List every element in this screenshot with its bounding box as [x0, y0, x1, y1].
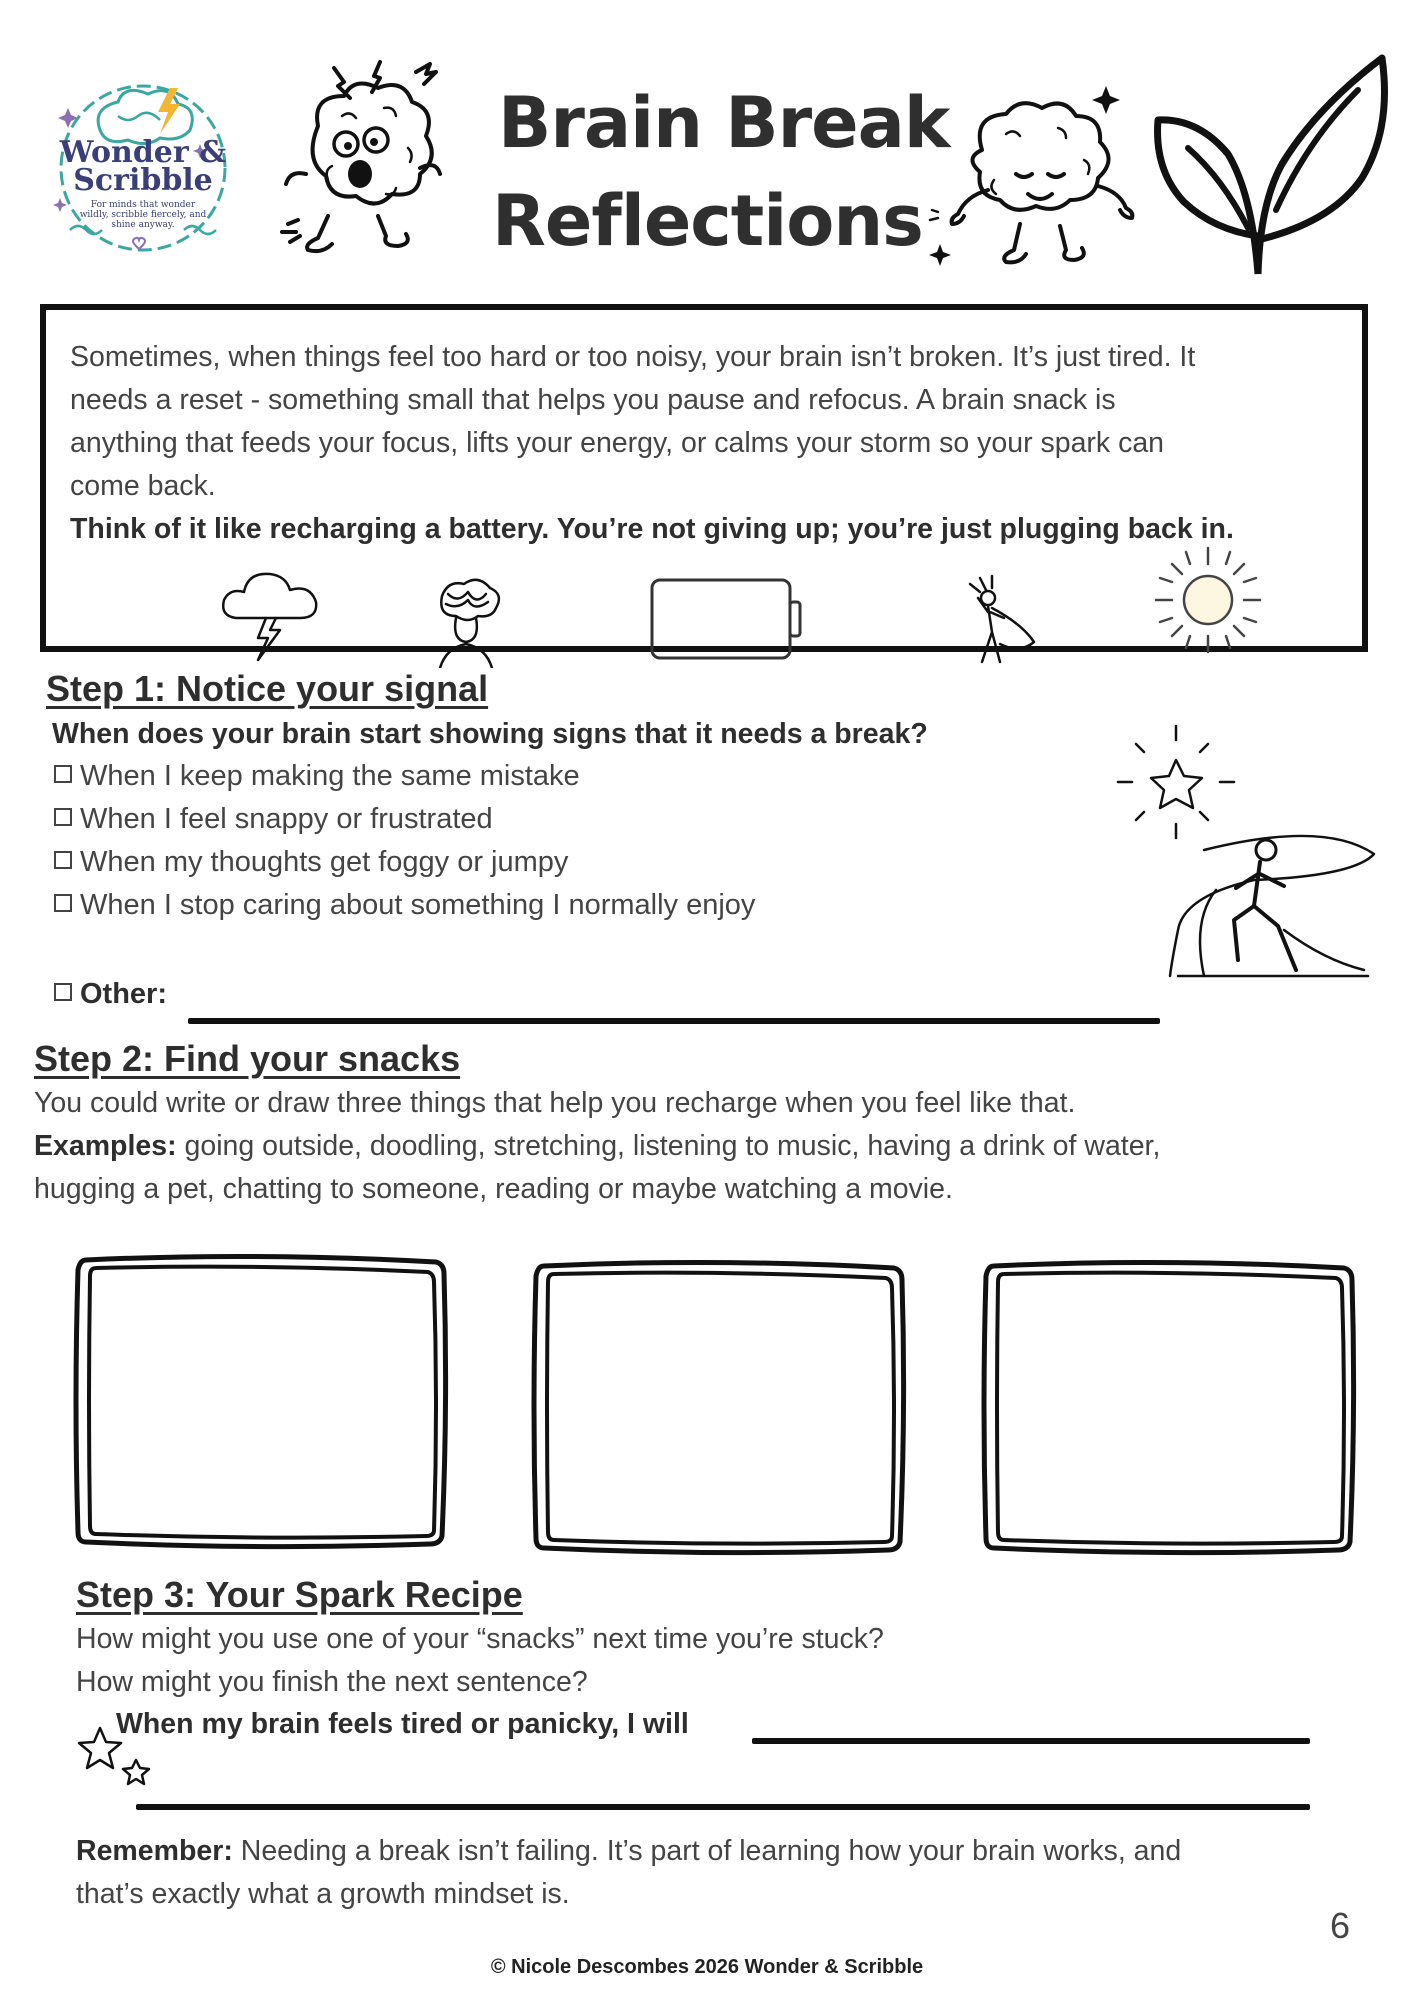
step3-line2: How might you finish the next sentence?: [76, 1666, 588, 1698]
step1-option-3[interactable]: [54, 846, 568, 879]
step1-other-option[interactable]: [54, 978, 167, 1011]
step1-option-4-label: When I stop caring about something I normally enjoy: [80, 889, 756, 921]
checkbox[interactable]: [54, 765, 72, 783]
step1-option-3-label: When my thoughts get foggy or jumpy: [80, 846, 569, 878]
snack-drawing-box-2[interactable]: [530, 1256, 910, 1556]
remember-label: Remember:: [76, 1835, 233, 1867]
intro-line-1: Sometimes, when things feel too hard or too noisy, your brain isn’t broken. It’s just tired. It: [70, 341, 1196, 373]
page-number: 6: [1330, 1905, 1351, 1946]
snack-drawing-box-1[interactable]: [72, 1250, 452, 1550]
hero-figure-icon: [966, 574, 1038, 666]
intro-paragraph: [70, 336, 1350, 551]
remember-line1: [76, 1830, 1181, 1873]
checkbox[interactable]: [54, 894, 72, 912]
step3-answer-line-2[interactable]: [136, 1804, 1310, 1810]
step2-examples-label: Examples:: [34, 1130, 177, 1162]
step1-option-4[interactable]: [54, 889, 755, 922]
intro-bold-line: Think of it like recharging a battery. You’re not giving up; you’re just plugging back in.: [70, 513, 1234, 545]
step1-other-answer-line[interactable]: [188, 1018, 1160, 1024]
sun-icon: [1152, 544, 1264, 656]
checkbox[interactable]: [54, 983, 72, 1001]
step3-prompt: When my brain feels tired or panicky, I will: [116, 1708, 689, 1740]
logo-tagline: For minds that wonder wildly, scribble fiercely, and shine anyway.: [79, 200, 207, 230]
step1-other-label: Other:: [80, 978, 167, 1010]
step3-heading: Step 3: Your Spark Recipe: [76, 1574, 523, 1615]
step1-option-1-label: When I keep making the same mistake: [80, 760, 580, 792]
remember-line2: that’s exactly what a growth mindset is.: [76, 1878, 570, 1910]
checkbox[interactable]: [54, 851, 72, 869]
calm-brain-character-icon: [920, 80, 1144, 272]
tangled-thoughts-head-icon: [426, 576, 506, 668]
step1-option-2-label: When I feel snappy or frustrated: [80, 803, 493, 835]
step2-instruction: You could write or draw three things that help you recharge when you feel like that.: [34, 1087, 1076, 1119]
running-figure-path-icon: [1164, 820, 1386, 980]
stars-doodle-icon: [74, 1724, 158, 1790]
step2-examples-text-a: going outside, doodling, stretching, listening to music, having a drink of water,: [176, 1130, 1161, 1162]
step2-examples-line2: hugging a pet, chatting to someone, reading or maybe watching a movie.: [34, 1173, 953, 1205]
logo-word-scribble: Scribble: [73, 163, 213, 198]
leaf-sprout-icon: [1148, 48, 1390, 280]
step3-answer-line-1[interactable]: [752, 1738, 1310, 1744]
checkbox[interactable]: [54, 808, 72, 826]
step2-examples-line1: [34, 1125, 1160, 1168]
page-title-line2: Reflections: [492, 180, 923, 262]
step1-option-2[interactable]: [54, 803, 493, 836]
logo-word-wonder: Wonder &: [59, 135, 227, 170]
intro-line-2: needs a reset - something small that helps you pause and refocus. A brain snack is: [70, 384, 1116, 416]
copyright-footer: © Nicole Descombes 2026 Wonder & Scribble: [490, 1956, 924, 1978]
wonder-scribble-logo: [48, 70, 238, 260]
step1-heading: Step 1: Notice your signal: [46, 668, 489, 709]
page-title-line1: Brain Break: [498, 82, 950, 164]
intro-line-3: anything that feeds your focus, lifts your energy, or calms your storm so your spark can: [70, 427, 1165, 459]
step2-heading: Step 2: Find your snacks: [34, 1038, 461, 1079]
intro-line-4: come back.: [70, 470, 216, 502]
worried-brain-character-icon: [268, 56, 460, 256]
step3-line1: How might you use one of your “snacks” next time you’re stuck?: [76, 1623, 884, 1655]
battery-icon: [648, 574, 806, 662]
step1-question: When does your brain start showing signs that it needs a break?: [52, 718, 928, 750]
snack-drawing-box-3[interactable]: [980, 1256, 1360, 1556]
remember-text-a: Needing a break isn’t failing. It’s part of learning how your brain works, and: [232, 1835, 1182, 1867]
storm-cloud-icon: [218, 568, 322, 664]
step1-option-1[interactable]: [54, 760, 580, 793]
